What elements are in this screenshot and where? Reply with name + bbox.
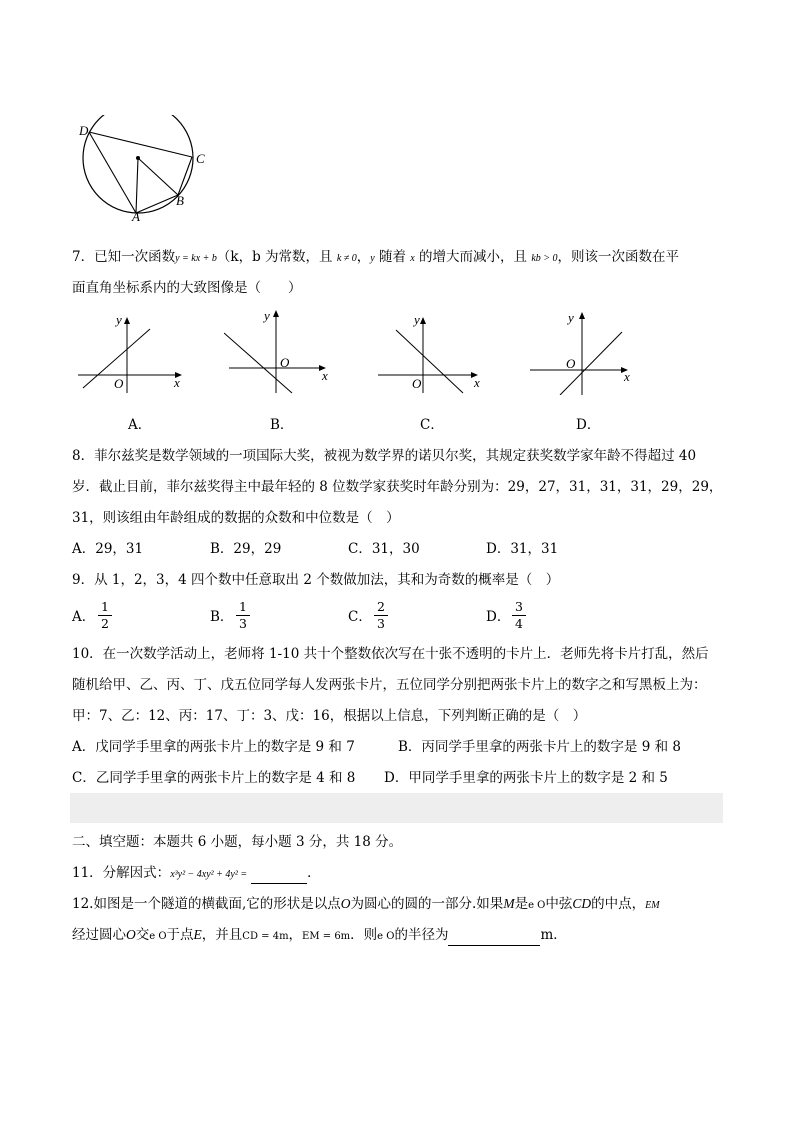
graph-c-o: O [412,376,422,391]
q10-option-a: A．戊同学手里拿的两张卡片上的数字是 9 和 7 [72,739,355,755]
label-b: B [176,193,184,208]
q7-line1: 7．已知一次函数y = kx + b（k，b 为常数，且 k ≠ 0，y 随着 x 的增大而减小，且 kb > 0，则该一次函数在平 [72,249,680,265]
q12-line2: 经过圆心O交e O于点E，并且CD = 4m，EM = 6m．则e O的半径为 m． [72,926,567,946]
q8-option-c: C．31，30 [348,541,420,557]
q10-option-b: B．丙同学手里拿的两张卡片上的数字是 9 和 8 [398,739,681,755]
section2-heading: 二、填空题：本题共 6 小题，每小题 3 分，共 18 分。 [72,834,403,850]
q8-option-a: A．29，31 [72,541,144,557]
section-separator [70,793,723,823]
q9-option-b-label: B． [210,609,234,625]
q11-line: 11．分解因式：x³y² − 4xy² + 4y² = ． [72,864,321,884]
q10-option-c: C．乙同学手里拿的两张卡片上的数字是 4 和 8 [72,770,356,786]
q12-line1: 12.如图是一个隧道的横截面,它的形状是以点O为圆心的圆的一部分.如果M是e O中弦CD的中点，EM [72,896,660,912]
graph-b-y: y [264,308,270,323]
q9-option-d-fraction: 3 4 [512,600,526,631]
q8-line3: 31，则该组由年龄组成的数据的众数和中位数是（ ） [72,510,400,526]
q9-option-d-label: D． [486,609,511,625]
graph-c [378,315,488,395]
label-d: D [79,123,89,138]
q10-line3: 甲：7、乙：12、丙：17、丁：3、戊：16，根据以上信息，下列判断正确的是（ ） [72,708,587,724]
q12-answer-blank[interactable] [448,931,540,946]
q9-option-c-fraction: 2 3 [374,600,388,631]
radius-oa [136,158,138,213]
graph-a-y: y [116,312,122,327]
graph-a [78,315,188,395]
q8-line2: 岁．截止目前，菲尔兹奖得主中最年轻的 8 位数学家获奖时年龄分别为：29，27，31，31，31，29，29， [72,479,723,495]
q10-line2: 随机给甲、乙、丙、丁、戊五位同学每人发两张卡片，五位同学分别把两张卡片上的数字之和写黑板上为： [72,677,707,693]
graph-a-x: x [174,375,180,390]
q9-line1: 9．从 1，2，3，4 四个数中任意取出 2 个数做加法，其和为奇数的概率是（ ） [72,572,560,588]
graph-c-line [396,330,463,393]
q10-option-d: D．甲同学手里拿的两张卡片上的数字是 2 和 5 [384,770,668,786]
graph-b-option: B． [270,417,294,433]
q9-option-a-fraction: 1 2 [98,600,112,631]
graph-d-x: x [624,369,630,384]
q9-option-a-label: A． [72,609,96,625]
graph-b-o: O [280,355,290,370]
chord-dc [89,132,192,157]
label-a: A [132,209,140,224]
q8-option-b: B．29，29 [210,541,282,557]
graph-d-option: D． [576,417,601,433]
chord-ab [136,195,178,213]
graph-b-x: x [322,368,328,383]
q10-line1: 10．在一次数学活动上，老师将 1-10 共十个整数依次写在十张不透明的卡片上．老师先将卡片打乱，然后 [72,646,709,662]
graph-b [224,308,334,398]
chord-da [89,132,136,213]
label-c: C [196,151,205,166]
graph-c-y: y [414,312,420,327]
q8-line1: 8．菲尔兹奖是数学领域的一项国际大奖，被视为数学界的诺贝尔奖，其规定获奖数学家年龄不得超过 40 [72,448,697,464]
q7-line2: 面直角坐标系内的大致图像是（ ） [72,280,302,296]
q8-option-d: D．31，31 [486,541,559,557]
graph-a-o: O [114,376,124,391]
q9-option-b-fraction: 1 3 [236,600,250,631]
q9-option-c-label: C． [348,609,372,625]
graph-c-option: C． [420,417,444,433]
graph-a-option: A． [128,417,152,433]
radius-ob [138,158,178,195]
circle-figure [70,115,220,230]
graph-c-x: x [474,375,480,390]
graph-d-y: y [568,310,574,325]
q11-answer-blank[interactable] [251,869,307,884]
graph-d-o: O [566,356,576,371]
center-point [136,156,140,160]
